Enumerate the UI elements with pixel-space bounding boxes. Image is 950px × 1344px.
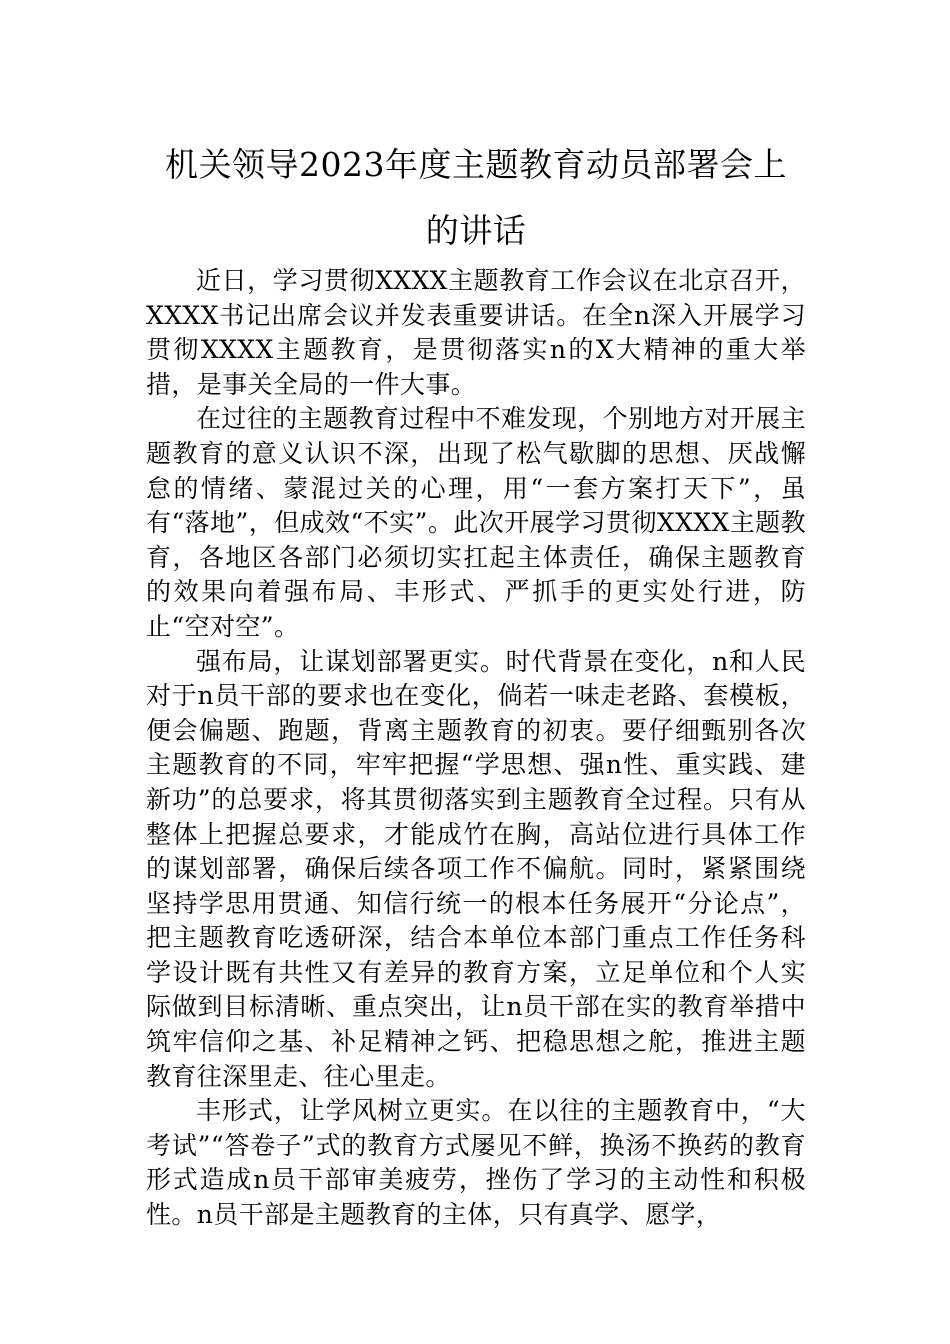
paragraph-enrich-forms: 丰形式，让学风树立更实。在以往的主题教育中，“大考试”“答卷子”式的教育方式屡见不鲜，换汤不换药的教育形式造成n员干部审美疲劳，挫伤了学习的主动性和积极性。n员干部是主题教育的主体，只有真学、愿学， — [146, 1096, 806, 1230]
document-page — [146, 132, 806, 1233]
document-title-line-1: 机关领导2023年度主题教育动员部署会上 — [165, 145, 787, 184]
paragraph-intro: 近日，学习贯彻XXXX主题教育工作会议在北京召开，XXXX书记出席会议并发表重要讲话。在全n深入开展学习贯彻XXXX主题教育，是贯彻落实n的X大精神的重大举措，是事关全局的一件大事。 — [146, 266, 806, 399]
document-body — [146, 264, 806, 1233]
paragraph-strengthen-layout: 强布局，让谋划部署更实。时代背景在变化，n和人民对于n员干部的要求也在变化，倘若一味走老路、套模板，便会偏题、跑题，背离主题教育的初衷。要仔细甄别各次主题教育的不同，牢牢把握“学思想、强n性、重实践、建新功”的总要求，将其贯彻落实到主题教育全过程。只有从整体上把握总要求，才能成竹在胸，高站位进行具体工作的谋划部署，确保后续各项工作不偏航。同时，紧紧围绕坚持学思用贯通、知信行统一的根本任务展开“分论点”，把主题教育吃透研深，结合本单位本部门重点工作任务科学设计既有共性又有差异的教育方案，立足单位和个人实际做到目标清晰、重点突出，让n员干部在实的教育举措中筑牢信仰之基、补足精神之钙、把稳思想之舵，推进主题教育往深里走、往心里走。 — [146, 646, 806, 1091]
paragraph-problems: 在过往的主题教育过程中不难发现，个别地方对开展主题教育的意义认识不深，出现了松气歇脚的思想、厌战懈怠的情绪、蒙混过关的心理，用“一套方案打天下”，虽有“落地”，但成效“不实”。此次开展学习贯彻XXXX主题教育，各地区各部门必须切实扛起主体责任，确保主题教育的效果向着强布局、丰形式、严抓手的更实处行进，防止“空对空”。 — [146, 404, 806, 641]
document-title-line-2: 的讲话 — [425, 211, 527, 250]
